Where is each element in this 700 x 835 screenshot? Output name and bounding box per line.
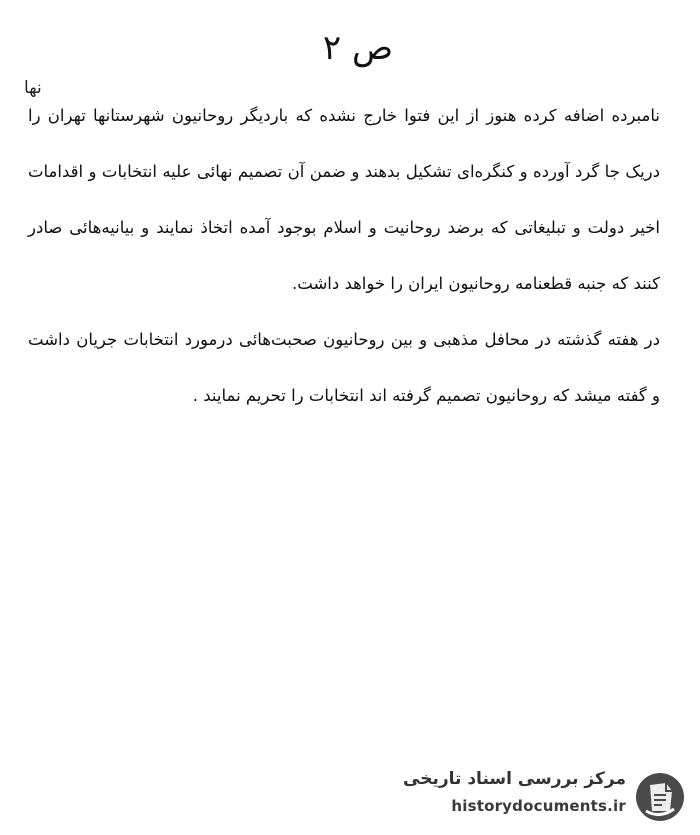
- page-number: ص ۲: [322, 28, 394, 68]
- document-body: [28, 88, 660, 424]
- paragraph-1: نامبرده اضافه کرده هنوز از این فتوا خارج نشده که باردیگر روحانیون شهرستانها تهران را دریک جا گرد آورده و کنگره‌ای تشکیل بدهند و ضمن آن تصمیم نهائی علیه انتخابات و اقدامات اخیر دولت و تبلیغاتی که برضد روحانیت و اسلام بوجود آمده اتخاذ نمایند و بیانیه‌هائی صادر کنند که جنبه قطعنامه روحانیون ایران را خواهد داشت.: [28, 106, 660, 293]
- margin-note: نها: [24, 78, 42, 98]
- archive-watermark: [400, 767, 690, 827]
- paragraph-2: در هفته گذشته در محافل مذهبی و بین روحانیون صحبت‌هائی درمورد انتخابات جریان داشت و گفته میشد که روحانیون تصمیم گرفته اند انتخابات را تحریم نمایند .: [28, 330, 660, 405]
- watermark-title: مرکز بررسی اسناد تاریخی: [403, 769, 626, 789]
- watermark-url: historydocuments.ir: [451, 797, 626, 815]
- document-archive-icon: [634, 771, 686, 823]
